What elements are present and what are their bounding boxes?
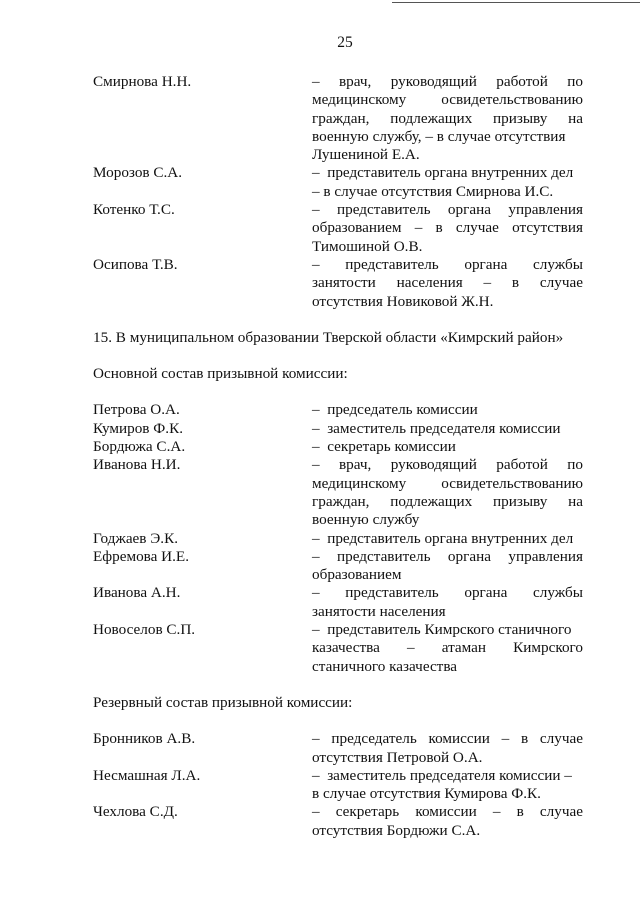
member-role: [312, 621, 583, 676]
document-body: [93, 73, 583, 840]
role-word: врач,: [339, 73, 372, 90]
member-role: [312, 584, 583, 621]
member-role: [312, 548, 583, 585]
member-entry: [93, 548, 583, 585]
role-word: отсутствия: [512, 219, 583, 237]
role-word: по: [567, 456, 583, 474]
top-rule: [392, 2, 640, 3]
role-word: подлежащих: [390, 492, 473, 510]
member-entry: [93, 621, 583, 676]
role-line: – заместитель председателя комиссии –: [312, 766, 572, 784]
role-line: военную службу, – в случае отсутствия: [312, 127, 566, 145]
role-word: в: [516, 803, 524, 821]
role-line: – заместитель председателя комиссии: [312, 419, 561, 437]
role-word: председатель: [331, 730, 417, 748]
member-role: [312, 438, 583, 456]
role-line: – представитель Кимрского станичного: [312, 621, 572, 639]
role-word: –: [501, 730, 510, 748]
member-entry: [93, 530, 583, 548]
role-word: руководящий: [390, 73, 477, 90]
member-entry: [93, 164, 583, 201]
role-word: медицинскому: [312, 91, 407, 109]
role-word: –: [407, 639, 415, 657]
role-line: Лушениной Е.А.: [312, 146, 420, 164]
member-name: Морозов С.А.: [93, 164, 183, 182]
member-entry: [93, 456, 583, 529]
role-line: военную службу: [312, 511, 420, 529]
role-line: в случае отсутствия Кумирова Ф.К.: [312, 785, 541, 803]
role-line: занятости населения: [312, 602, 446, 620]
role-word: казачества: [312, 639, 380, 657]
commission-list-continued: [93, 73, 583, 311]
member-name: Кумиров Ф.К.: [93, 419, 183, 437]
member-role: [312, 767, 583, 804]
member-name: Новоселов С.П.: [93, 621, 196, 639]
member-entry: [93, 420, 583, 438]
role-line: отсутствия Бордюжи С.А.: [312, 821, 481, 839]
role-word: –: [312, 730, 320, 748]
member-entry: [93, 803, 583, 840]
role-line: отсутствия Петровой О.А.: [312, 748, 483, 766]
member-role: [312, 401, 583, 419]
role-word: в: [435, 219, 443, 237]
role-word: –: [312, 73, 320, 90]
role-word: представитель: [337, 547, 431, 565]
role-word: –: [492, 803, 501, 821]
member-role: [312, 256, 583, 311]
member-name: Иванова Н.И.: [93, 456, 181, 474]
role-word: работой: [496, 456, 548, 474]
role-word: –: [312, 255, 320, 273]
member-name: Котенко Т.С.: [93, 201, 175, 219]
role-word: –: [312, 803, 320, 821]
page-number: 25: [337, 34, 353, 51]
role-word: медицинскому: [312, 474, 407, 492]
role-word: –: [312, 456, 320, 474]
reserve-composition-title: Резервный состав призывной комиссии:: [93, 693, 353, 711]
role-word: призыву: [493, 492, 548, 510]
member-role: [312, 530, 583, 548]
role-word: –: [312, 584, 320, 602]
role-word: органа: [464, 255, 508, 273]
role-word: Кимрского: [513, 639, 583, 657]
member-name: Иванова А.Н.: [93, 584, 181, 602]
role-word: –: [414, 219, 423, 237]
role-word: случае: [539, 803, 583, 821]
role-line: Тимошиной О.В.: [312, 237, 423, 255]
role-word: случае: [455, 219, 499, 237]
role-word: руководящий: [390, 456, 477, 474]
role-word: комиссии: [415, 803, 477, 821]
role-line: станичного казачества: [312, 657, 458, 675]
role-word: в: [521, 730, 529, 748]
role-word: службы: [533, 255, 583, 273]
role-word: на: [568, 109, 583, 127]
member-name: Чехлова С.Д.: [93, 803, 178, 821]
role-word: представитель: [345, 255, 439, 273]
role-word: органа: [464, 584, 508, 602]
role-word: атаман: [441, 639, 487, 657]
role-word: призыву: [493, 109, 548, 127]
role-line: – секретарь комиссии: [312, 438, 456, 456]
member-role: [312, 730, 583, 767]
role-word: граждан,: [312, 109, 370, 127]
role-word: занятости: [312, 274, 376, 292]
member-entry: [93, 201, 583, 256]
member-name: Петрова О.А.: [93, 401, 180, 419]
role-word: представитель: [345, 584, 439, 602]
role-word: на: [568, 492, 583, 510]
role-line: – в случае отсутствия Смирнова И.С.: [312, 182, 554, 200]
role-word: работой: [496, 73, 548, 90]
role-line: образованием: [312, 566, 402, 584]
member-entry: [93, 584, 583, 621]
member-role: [312, 420, 583, 438]
role-word: населения: [396, 274, 463, 292]
section-heading: 15. В муниципальном образовании Тверской области «Кимрский район»: [93, 328, 564, 346]
member-name: Годжаев Э.К.: [93, 529, 179, 547]
role-word: органа: [447, 547, 491, 565]
role-word: освидетельствованию: [441, 91, 583, 109]
member-role: [312, 73, 583, 164]
role-word: по: [567, 73, 583, 90]
member-entry: [93, 256, 583, 311]
role-word: органа: [447, 201, 491, 219]
role-word: подлежащих: [390, 109, 473, 127]
main-composition-list: [93, 401, 583, 675]
member-role: [312, 201, 583, 256]
member-entry: [93, 401, 583, 419]
role-word: –: [312, 547, 320, 565]
reserve-composition-list: [93, 730, 583, 840]
member-role: [312, 456, 583, 529]
role-word: случае: [539, 274, 583, 292]
role-word: в: [511, 274, 520, 292]
member-entry: [93, 73, 583, 164]
member-role: [312, 164, 583, 201]
member-role: [312, 803, 583, 840]
member-name: Несмашная Л.А.: [93, 766, 201, 784]
role-word: –: [312, 201, 320, 219]
role-word: службы: [533, 584, 583, 602]
member-name: Смирнова Н.Н.: [93, 73, 192, 90]
member-name: Бронников А.В.: [93, 730, 196, 748]
role-word: граждан,: [312, 492, 370, 510]
member-name: Ефремова И.Е.: [93, 547, 190, 565]
role-word: образованием: [312, 219, 402, 237]
role-word: комиссии: [428, 730, 490, 748]
role-line: – представитель органа внутренних дел: [312, 164, 574, 182]
role-word: управления: [508, 201, 583, 219]
role-word: освидетельствованию: [441, 474, 583, 492]
role-word: –: [483, 274, 492, 292]
role-word: случае: [539, 730, 583, 748]
role-line: – представитель органа внутренних дел: [312, 529, 574, 547]
main-composition-title: Основной состав призывной комиссии:: [93, 365, 348, 383]
role-line: отсутствия Новиковой Ж.Н.: [312, 292, 494, 310]
role-line: – председатель комиссии: [312, 401, 478, 419]
member-entry: [93, 438, 583, 456]
member-entry: [93, 767, 583, 804]
member-name: Бордюжа С.А.: [93, 438, 186, 456]
member-name: Осипова Т.В.: [93, 255, 178, 273]
role-word: представитель: [337, 201, 431, 219]
role-word: управления: [508, 547, 583, 565]
role-word: секретарь: [335, 803, 400, 821]
role-word: врач,: [339, 456, 372, 474]
member-entry: [93, 730, 583, 767]
